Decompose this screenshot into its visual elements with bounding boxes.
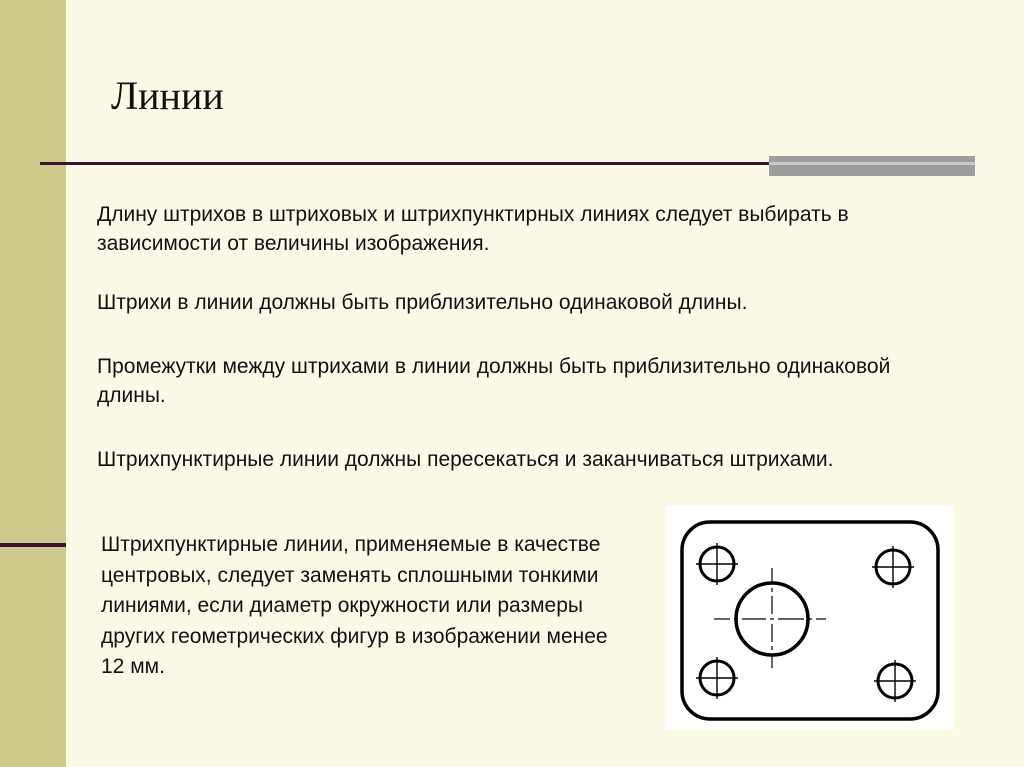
small-hole (874, 660, 916, 702)
slide-title: Линии (111, 73, 224, 118)
small-hole (696, 543, 738, 585)
plate-with-holes-drawing-icon (666, 506, 954, 730)
left-decor-band (0, 0, 66, 767)
paragraph-intersection: Штрихпунктирные линии должны пересекаться и заканчиваться штрихами. (97, 448, 834, 471)
paragraph-dash-length: Длину штрихов в штриховых и штрихпунктирных линиях следует выбирать в зависимости от величины изображения. (97, 203, 849, 255)
paragraph-dash-equal: Штрихи в линии должны быть приблизительно одинаковой длины. (97, 291, 748, 314)
left-band-divider (0, 543, 66, 547)
title-divider (40, 162, 775, 165)
title-divider-accent-line (769, 162, 975, 165)
paragraph-centerline-note: Штрихпунктирные линии, применяемые в качестве центровых, следует заменять сплошными тонкими линиями, если диаметр окружности или размеры других геометрических фигур в изображении менее 12 мм. (101, 533, 608, 678)
small-hole (696, 657, 738, 699)
title-divider-accent (769, 156, 975, 176)
small-hole (872, 546, 914, 588)
paragraph-gap-equal: Промежутки между штрихами в линии должны быть приблизительно одинаковой длины. (97, 355, 891, 407)
